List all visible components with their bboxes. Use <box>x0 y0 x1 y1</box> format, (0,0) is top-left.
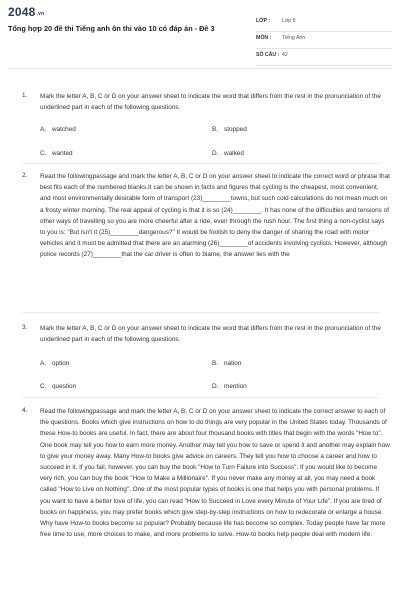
question-divider <box>22 312 380 313</box>
question-text: Read the followingpassage and mark the letter A, B, C or D on your answer sheet to indicate the correct word or phrase that best fits each of the numbered blanks.It can be shown in facts and figures that cycling is the cheapest, most convenient, and most environmentally desirable form of transport (23)________towns, but such cold calculations do not mean much on a frosty winter morning. The real appeal of cycling is that it is so (24)________. It has none of the difficulties and tensions of other ways of travelling so you are more cheerful after a ride, even through the rush hour. The first thing a non-cyclist says to you is: "But isn't it (25)________dangerous?" It would be foolish to deny the danger of sharing the road with motor vehicles and it must be admitted that there are an alarming (26)________of accidents involving cyclists. However, although police records (27)________that the car driver is often to blame, the answer lies with the <box>40 173 390 259</box>
logo-text: 2048 <box>8 5 36 19</box>
option-text: walked <box>224 150 244 157</box>
option-letter: C. <box>40 150 47 157</box>
site-logo[interactable] <box>8 5 44 19</box>
option-letter: D. <box>212 383 219 390</box>
option-b[interactable] <box>212 360 241 367</box>
option-c[interactable] <box>40 150 73 157</box>
option-a[interactable] <box>40 360 69 367</box>
option-text: nation <box>224 360 242 367</box>
question-number: 3. <box>22 324 28 331</box>
option-c[interactable] <box>40 383 76 390</box>
question-divider <box>22 163 380 164</box>
question-divider <box>22 397 380 398</box>
question-text: Mark the letter A, B, C or D on your answer sheet to indicate the word that differs from the rest in the pronunciation of the underlined part in each of the following questions. <box>40 93 381 112</box>
logo-suffix: .vn <box>36 11 45 17</box>
option-text: watched <box>52 126 76 133</box>
meta-value: 42 <box>282 52 288 58</box>
option-letter: B. <box>212 360 219 367</box>
meta-row-count <box>256 49 392 66</box>
meta-label: MÔN : <box>256 35 272 41</box>
meta-row-grade <box>256 15 392 32</box>
meta-value: Tiếng Anh <box>282 35 306 41</box>
option-text: mention <box>224 383 247 390</box>
option-a[interactable] <box>40 126 76 133</box>
question-text: Read the followingpassage and mark the letter A, B, C or D on your answer sheet to indicate the correct answer to each of the questions. Books which give instructions on how to do things are very popular in the United States today. Thousands of these How-to books are useful. In fact, there are about four thousand books with titles that begin with the words "How to". One book may tell you how to earn more money. Another may tell you how to save or spend it and another may explain how to give your money away. Many How-to books give advice on careers. They tell you how to choose a career and how to succeed in it. If you fail, however, you can buy the book "How to Turn Failure into Success". If you would like to become very rich, you can buy the book "How to Make a Millionaire". If you never make any money at all, you may need a book called "How to Live on Nothing". One of the most popular types of books is one that helps you with personal problems. If you want to have a better love of life, you can read "How to Succeed in Love every Minute of Your Life". If you are tired of books on happiness, you may prefer books which give step-by-step instructions on how to redecorate or enlarge a house. Why have How-to books become so popular? Probably because life has become so complex. Today people have far more free time to use, more choices to make, and more problems to solve. How-to books help people deal with modern life. <box>40 408 390 539</box>
meta-label: LỚP : <box>256 18 271 24</box>
meta-row-subject <box>256 32 392 49</box>
option-text: question <box>52 383 77 390</box>
meta-value: Lớp 9 <box>282 18 296 24</box>
option-text: option <box>52 360 70 367</box>
option-letter: A. <box>40 360 47 367</box>
option-letter: C. <box>40 383 47 390</box>
meta-label: SỐ CÂU : <box>256 52 280 58</box>
option-b[interactable] <box>212 126 247 133</box>
header <box>0 0 400 70</box>
option-d[interactable] <box>212 150 244 157</box>
option-letter: B. <box>212 126 219 133</box>
document-title: Tổng hợp 20 đề thi Tiếng anh ôn thi vào 10 có đáp án - Đề 3 <box>8 24 215 33</box>
question-number: 4. <box>22 407 28 414</box>
option-d[interactable] <box>212 383 247 390</box>
question-text: Mark the letter A, B, C or D on your answer sheet to indicate the word that differs from the rest in the pronunciation of the underlined part in each of the following questions. <box>40 325 381 344</box>
option-letter: D. <box>212 150 219 157</box>
option-letter: A. <box>40 126 47 133</box>
option-text: wanted <box>52 150 73 157</box>
header-divider <box>8 68 392 69</box>
option-text: stopped <box>224 126 247 133</box>
question-number: 1. <box>22 92 28 99</box>
meta-info <box>256 15 392 66</box>
question-number: 2. <box>22 172 28 179</box>
